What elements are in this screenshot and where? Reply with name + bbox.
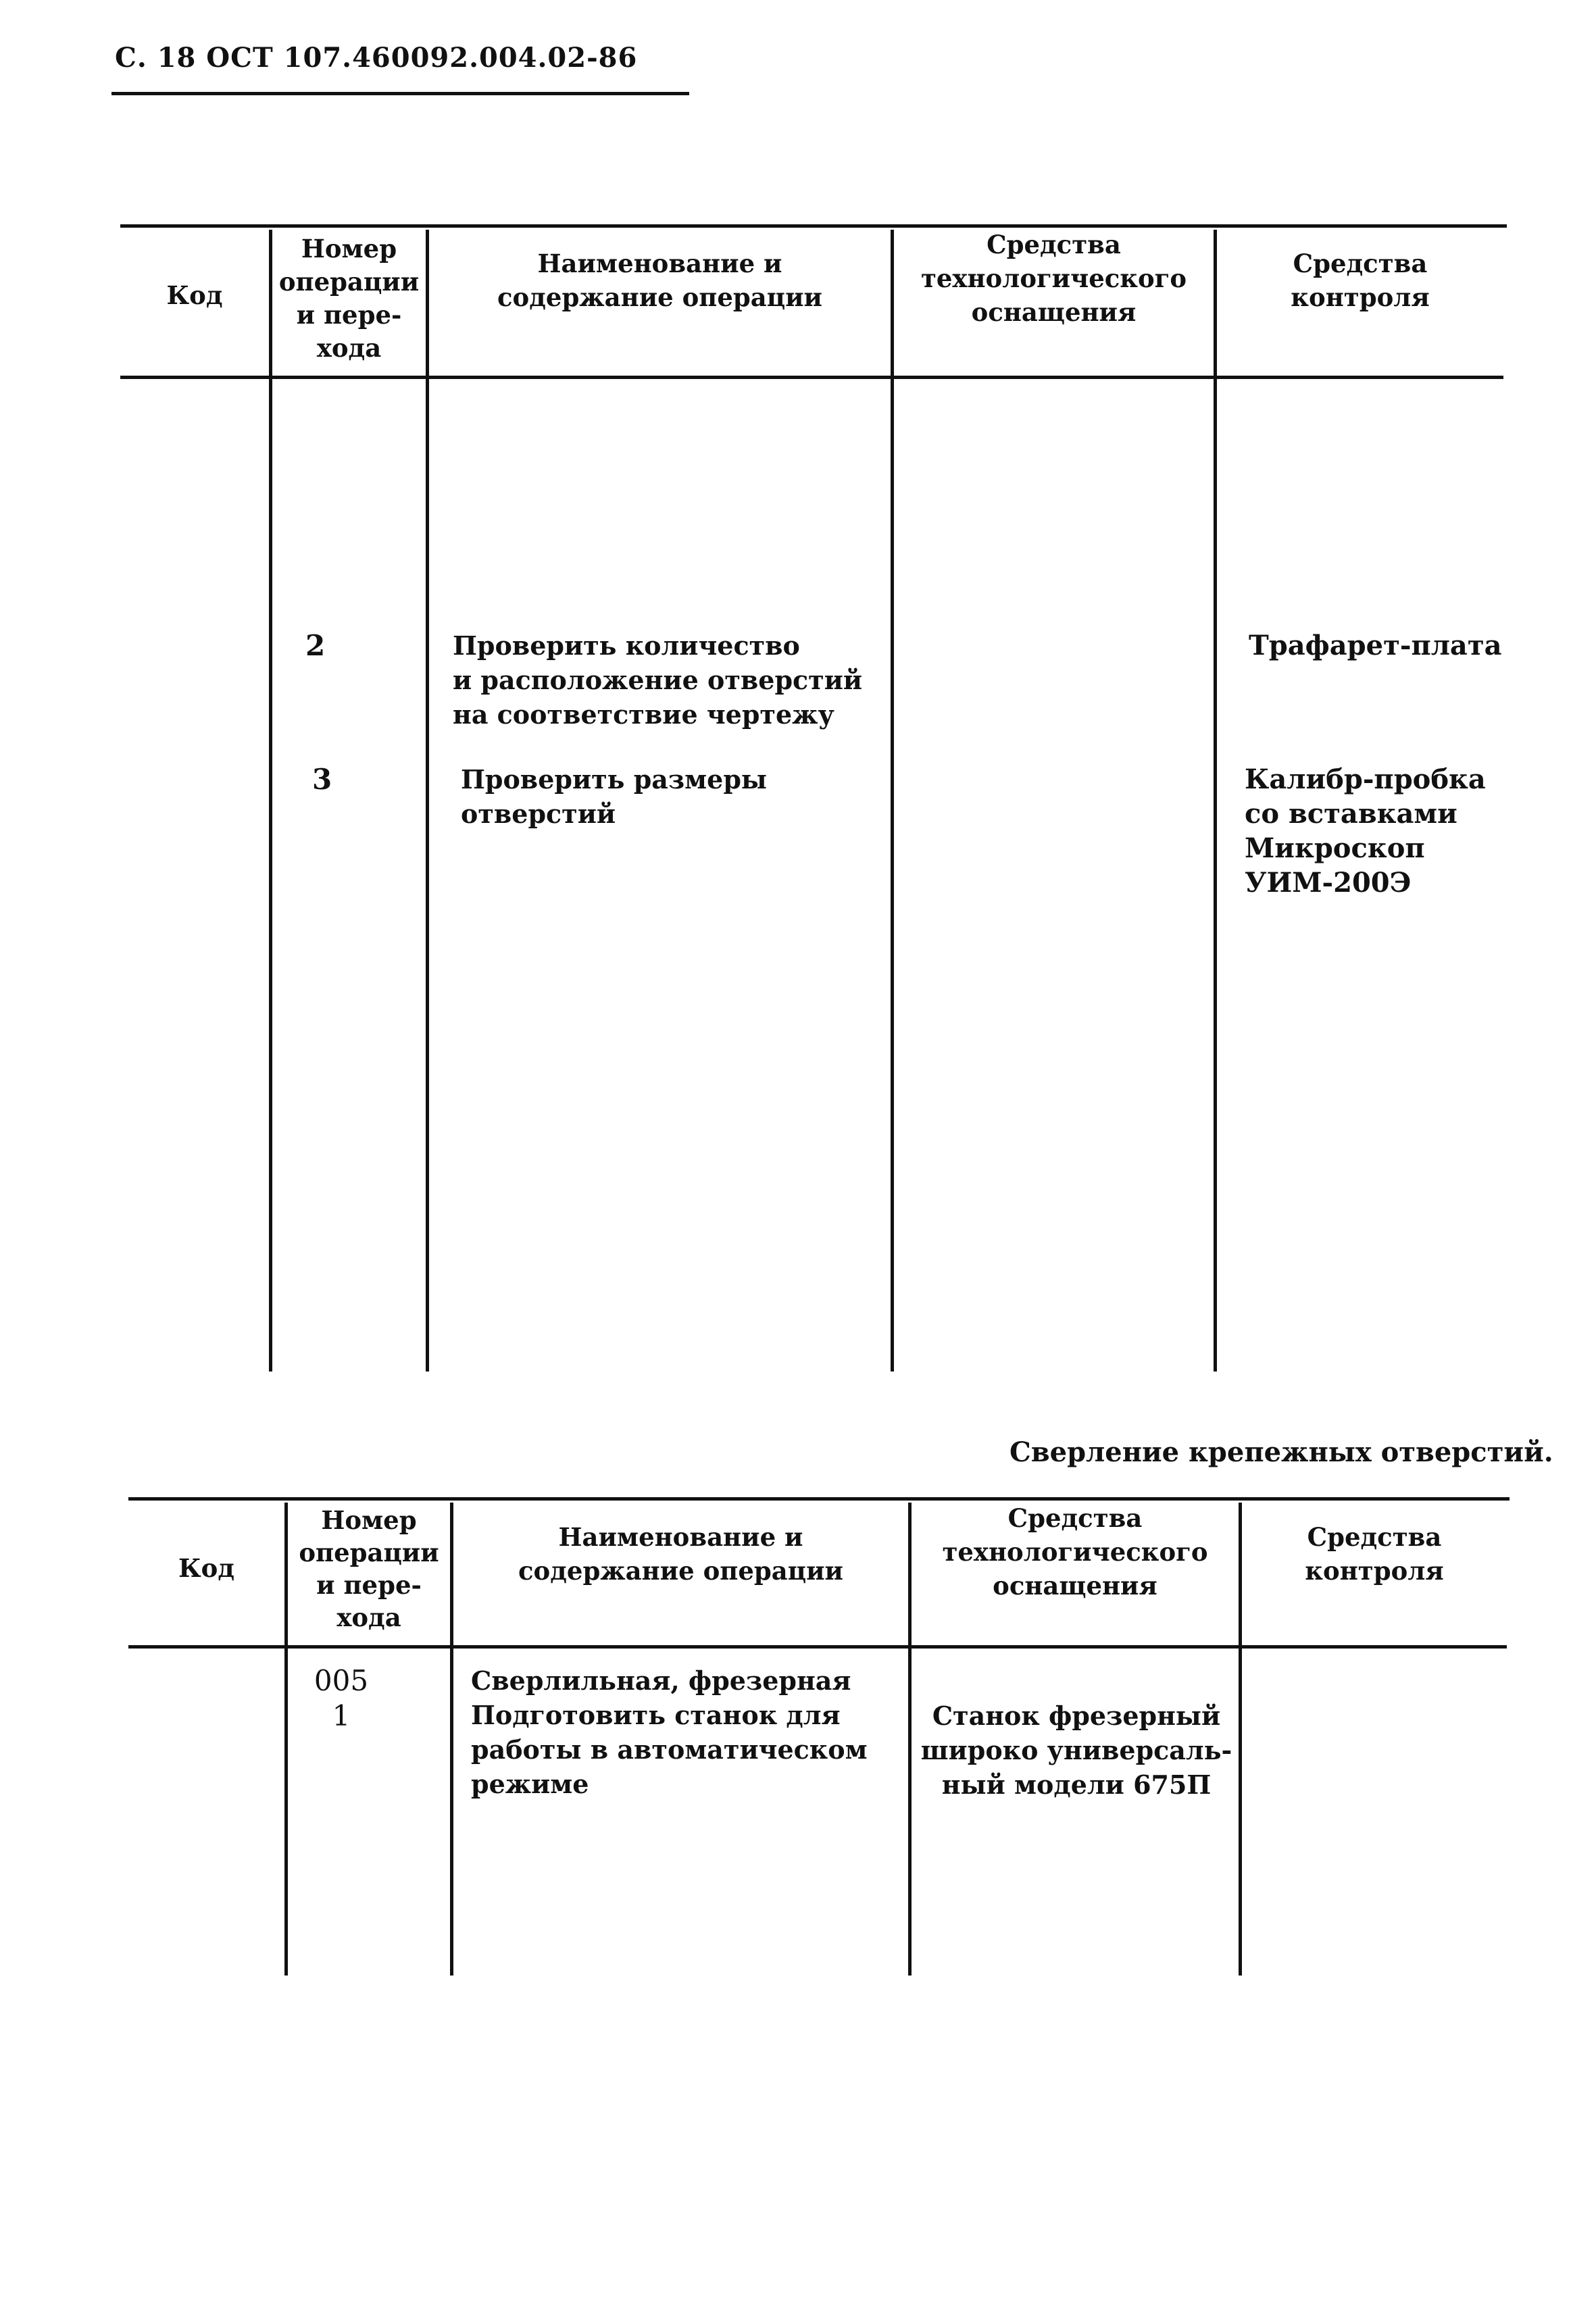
table-2-col-header: Наименование и содержание операции	[518, 1522, 843, 1586]
table-1-divider	[269, 230, 272, 1372]
table-1-col-header: Код	[166, 280, 223, 310]
control-means: Калибр-пробка со вставками Микроскоп УИМ-200Э	[1245, 763, 1486, 899]
table-1-divider	[426, 230, 429, 1372]
operation-number: 005 1	[314, 1664, 369, 1732]
page-header: С. 18 ОСТ 107.460092.004.02-86	[115, 42, 638, 74]
table-2-header-rule	[128, 1645, 1507, 1649]
table-1-header-rule	[120, 376, 1503, 379]
table-1-top-rule	[120, 224, 1507, 228]
control-means: Трафарет-плата	[1249, 630, 1502, 661]
table-1-col-header: Средства технологического оснащения	[920, 230, 1187, 327]
table-2-col-header: Код	[178, 1553, 234, 1583]
table-2-top-rule	[128, 1497, 1510, 1501]
operation-number: 2	[305, 629, 326, 662]
operation-number: 3	[312, 763, 332, 796]
operation-content: Сверлильная, фрезерная Подготовить станок для работы в автоматическом режиме	[471, 1665, 868, 1799]
section-title: Сверление крепежных отверстий.	[1009, 1436, 1553, 1468]
header-underline	[111, 92, 689, 95]
table-1-divider	[1214, 230, 1217, 1372]
table-2-col-header: Средства технологического оснащения	[942, 1503, 1208, 1601]
table-2-col-header: Средства контроля	[1305, 1522, 1444, 1586]
table-2-col-header: Номер операции и пере- хода	[299, 1505, 439, 1632]
table-1-divider	[891, 230, 894, 1372]
table-1-col-header: Номер операции и пере- хода	[278, 234, 420, 363]
technological-equipment: Станок фрезерный широко универсаль- ный модели 675П	[920, 1701, 1232, 1800]
table-1-col-header: Средства контроля	[1291, 249, 1430, 312]
operation-content: Проверить количество и расположение отверстий на соответствие чертежу	[453, 630, 863, 730]
operation-content: Проверить размеры отверстий	[461, 764, 767, 829]
table-1-col-header: Наименование и содержание операции	[497, 249, 822, 312]
